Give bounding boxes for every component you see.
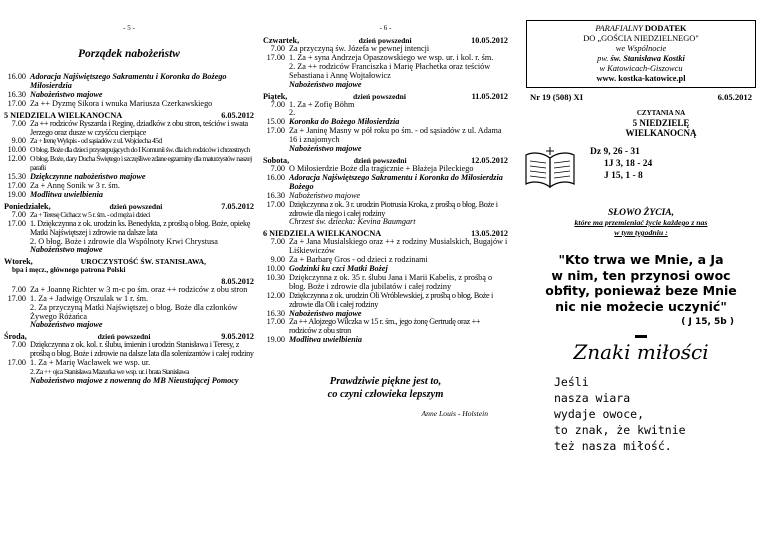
entry-text: Za ++ rodziców Ryszarda i Reginę, dziadków z obu stron, teściów i swata Jerzego oraz dusze w czyśćcu cierpiące xyxy=(30,118,248,137)
schedule-list xyxy=(4,73,254,386)
issue-number: Nr 19 (508) XI xyxy=(530,92,584,102)
entry-text: O Miłosierdzie Boże dla tragicznie + Błażeja Pileckiego xyxy=(289,163,474,173)
entry-text: Adoracja Najświętszego Sakramentu i Koronka do Miłosierdzia Bożego xyxy=(289,172,503,191)
entry-time: 17.00 xyxy=(266,52,285,62)
entry-time: 17.00 xyxy=(7,293,26,303)
entry-time xyxy=(263,63,289,81)
day-date: 9.05.2012 xyxy=(221,332,254,342)
masthead-text: PARAFIALNY xyxy=(595,24,645,33)
day-type: dzień powszedni xyxy=(358,36,412,45)
cover-column xyxy=(518,0,764,454)
page-6-column xyxy=(263,0,508,418)
day-type: dzień powszedni xyxy=(109,201,163,211)
masthead-line xyxy=(529,54,753,64)
word-of-life-title: SŁOWO ŻYCIA, xyxy=(608,208,674,218)
issue-info xyxy=(530,92,752,102)
schedule-entry xyxy=(4,155,254,173)
word-of-life-subtitle: w tym tygodniu : xyxy=(614,228,668,237)
section-title: Porządek nabożeństw xyxy=(78,48,180,60)
entry-text: 2. O błog. Boże i zdrowie dla Wspólnoty Krwi Chrystusa xyxy=(30,236,218,246)
gospel-quote xyxy=(518,252,764,314)
entry-time: 17.00 xyxy=(7,218,26,228)
issue-date: 6.05.2012 xyxy=(717,92,752,102)
entry-text: Za + Barbarę Gros - od dzieci z rodzinami xyxy=(289,255,428,265)
day-subtitle: bpa i męcz., głównego patrona Polski xyxy=(12,266,126,275)
schedule-entry xyxy=(263,201,508,219)
day-name: Poniedziałek, xyxy=(4,201,51,211)
entry-time: 9.00 xyxy=(270,255,285,265)
entry-text: Dziękczynna z ok. 3 r. urodzin Piotrusia Kroka, z prośbą o błog. Boże i zdrowie dla niego i całej rodziny xyxy=(289,199,498,218)
entry-time xyxy=(4,321,30,330)
entry-text: Nabożeństwo majowe xyxy=(289,144,362,154)
day-type: dzień powszedni xyxy=(352,91,406,101)
poem-line: wydaje owoce, xyxy=(554,407,645,421)
bible-reference: 1J 3, 18 - 24 xyxy=(604,159,653,169)
divider xyxy=(635,335,647,338)
entry-text: Za + Irenę Wykpis - od sąsiadów z ul. Wojciecha 45d xyxy=(30,136,162,146)
schedule-entry xyxy=(263,174,508,192)
day-header xyxy=(4,257,254,266)
entry-time: 7.00 xyxy=(270,99,285,109)
poem xyxy=(518,374,764,454)
entry-text: 1. Dziękczynna z ok. urodzin ks. Benedykta, z prośbą o błog. Boże, opiekę Matki Najświętszej i zdrowie na dalsze lata xyxy=(30,218,251,237)
entry-text: 2. Za przyczyną Matki Najświętszej o błog. Boże dla członków Żywego Różańca xyxy=(30,302,238,321)
entry-text: Dziękczynna z ok. kol. r. ślubu, imienin i urodzin Stanisława i Teresy, z prośbą o błog. Boże i zdrowie na dalsze lata dla solenizantów i całej rodziny xyxy=(30,340,254,359)
entry-text: Godzinki ku czci Matki Bożej xyxy=(289,264,388,274)
day-date: 13.05.2012 xyxy=(471,229,508,239)
entry-time xyxy=(4,368,30,377)
entry-time: 10.00 xyxy=(266,264,285,274)
schedule-entry xyxy=(263,292,508,310)
readings-row xyxy=(518,146,764,190)
entry-time: 17.00 xyxy=(7,98,26,108)
entry-text: Nabożeństwo majowe xyxy=(289,190,361,200)
entry-text: O błog. Boże dla dzieci przystępujących do I Komunii św. dla ich rodziców i chrzestnych xyxy=(30,145,250,155)
day-name: Czwartek, xyxy=(263,36,300,45)
day-date: 12.05.2012 xyxy=(471,155,508,165)
day-name: 5 NIEDZIELA WIELKANOCNA xyxy=(4,110,123,120)
sunday-name: 5 NIEDZIELĘ xyxy=(632,118,690,128)
schedule-entry xyxy=(263,318,508,336)
entry-text: Adoracja Najświętszego Sakramentu i Koronka do Bożego Miłosierdzia xyxy=(30,72,227,90)
entry-text: 1. Za + Jadwigę Orszulak w 1 r. śm. xyxy=(30,293,149,303)
entry-time: 7.00 xyxy=(11,340,26,350)
poem-line: Jeśli xyxy=(554,375,589,389)
day-date: 7.05.2012 xyxy=(221,201,254,211)
day-name: Wtorek, xyxy=(4,257,33,267)
quote-reference: ( J 15, 5b ) xyxy=(681,317,734,327)
entry-time: 12.00 xyxy=(266,290,285,300)
entry-time xyxy=(263,145,289,154)
schedule-entry xyxy=(4,341,254,359)
schedule-entry xyxy=(4,100,254,109)
bible-references xyxy=(576,146,652,182)
masthead-text: DODATEK xyxy=(644,24,687,33)
quote-author: Anne Louis - Holstein xyxy=(421,409,488,419)
entry-text: Koronka do Bożego Miłosierdzia xyxy=(289,117,400,127)
entry-text: Nabożeństwo majowe xyxy=(30,245,103,255)
entry-text: Dziękczynne nabożeństwo majowe xyxy=(30,172,146,182)
entry-text: Za + Annę Sonik w 3 r. śm. xyxy=(30,180,120,190)
entry-text: Dziękczynna z ok. 35 r. ślubu Jana i Marii Kabelis, z prośbą o błog. Boże i zdrowie dla jubilatów i całej rodziny xyxy=(289,272,493,291)
entry-time: 17.00 xyxy=(7,180,26,190)
schedule-entry xyxy=(4,120,254,138)
entry-time: 17.00 xyxy=(266,126,285,136)
entry-time: 19.00 xyxy=(7,189,26,199)
schedule-entry xyxy=(4,377,254,386)
entry-time: 17.00 xyxy=(7,358,26,368)
entry-text: 2. Za ++ rodziców Franciszka i Marię Płachetka oraz teściów Sebastiana i Annę Wojtałowicz xyxy=(289,61,491,80)
schedule-entry xyxy=(263,336,508,345)
schedule-entry xyxy=(263,101,508,110)
day-type: dzień powszedni xyxy=(353,155,407,165)
entry-text: Modlitwa uwielbienia xyxy=(289,335,363,345)
quote-line: Prawdziwie piękne jest to, xyxy=(329,376,442,388)
day-name: Sobota, xyxy=(263,155,290,165)
entry-time: 7.00 xyxy=(11,118,26,128)
day-date: 10.05.2012 xyxy=(471,36,508,45)
open-bible-icon xyxy=(524,146,576,190)
entry-text: 2. xyxy=(289,108,296,118)
bible-reference: Dz 9, 26 - 31 xyxy=(590,147,640,157)
entry-text: 1. Za + Zofię Böhm xyxy=(289,99,355,109)
entry-time: 16.30 xyxy=(266,308,285,318)
schedule-entry xyxy=(263,218,508,227)
readings-header xyxy=(518,108,764,138)
entry-time xyxy=(263,81,289,90)
masthead-line: we Wspólnocie xyxy=(615,44,667,53)
entry-time: 19.00 xyxy=(266,335,285,345)
schedule-entry xyxy=(263,274,508,292)
masthead-text: św. Stanisława Kostki xyxy=(610,54,685,63)
readings-label: CZYTANIA NA xyxy=(636,109,686,117)
website: www. kostka-katowice.pl xyxy=(596,74,686,83)
entry-time: 16.30 xyxy=(266,190,285,200)
entry-time xyxy=(263,218,289,227)
schedule-entry xyxy=(263,238,508,256)
entry-time: 10.30 xyxy=(266,272,285,282)
entry-time: 16.30 xyxy=(7,89,26,99)
day-date: 11.05.2012 xyxy=(471,91,508,101)
quote-line: nic nie możecie uczynić" xyxy=(555,298,727,314)
masthead-box xyxy=(526,20,756,88)
quote-line: w nim, ten przynosi owoc xyxy=(551,267,731,283)
day-date: 6.05.2012 xyxy=(221,110,254,120)
entry-time: 9.00 xyxy=(11,136,26,146)
schedule-entry xyxy=(4,73,254,91)
day-name: Środa, xyxy=(4,332,27,342)
schedule-entry xyxy=(4,246,254,255)
entry-time xyxy=(4,246,30,255)
entry-text: 1. Za + Marię Wacławek we wsp. ur. xyxy=(30,358,151,368)
poem-title: Znaki miłości xyxy=(573,340,709,364)
poem-line: też nasza miłość. xyxy=(554,439,672,453)
page-number: - 5 - xyxy=(123,24,135,32)
entry-time: 15.30 xyxy=(7,172,26,182)
page-number: - 6 - xyxy=(379,24,392,32)
quote-line: "Kto trwa we Mnie, a Ja xyxy=(558,252,724,267)
sunday-name: WIELKANOCNĄ xyxy=(625,128,697,138)
entry-time xyxy=(4,304,30,322)
entry-text: Za + Janinę Masny w pół roku po śm. - od sąsiadów z ul. Adama 16 i znajomych xyxy=(289,126,502,145)
quote xyxy=(263,375,508,401)
poem-line: to znak, że kwitnie xyxy=(554,423,686,437)
schedule-entry xyxy=(4,191,254,200)
entry-text: 1. Za + syna Andrzeja Opaszowskiego we wsp. ur. i kol. r. śm. xyxy=(289,52,494,62)
quote-line: co czyni człowieka lepszym xyxy=(327,389,444,401)
day-type: dzień powszedni xyxy=(97,332,151,342)
masthead-line: DO „GOŚCIA NIEDZIELNEGO" xyxy=(583,34,699,43)
entry-time: 7.00 xyxy=(270,44,285,53)
entry-time xyxy=(4,238,30,247)
entry-time: 17.00 xyxy=(266,199,285,209)
schedule-entry xyxy=(263,127,508,145)
entry-time: 10.00 xyxy=(7,145,26,155)
entry-text: Nabożeństwo majowe xyxy=(30,320,103,330)
day-name: Piątek, xyxy=(263,91,288,101)
schedule-entry xyxy=(4,321,254,330)
schedule-list xyxy=(263,36,508,345)
word-of-life-subtitle: które ma przemieniać życie każdego z nas xyxy=(574,218,708,227)
quote-line: obfity, ponieważ beze Mnie xyxy=(545,283,737,298)
masthead-line: w Katowicach-Giszowcu xyxy=(599,64,683,73)
entry-text: Za ++ Dyzmę Sikora i wnuka Mariusza Czerkawskiego xyxy=(30,98,213,108)
entry-text: Dziękczynna z ok. urodzin Oli Wróblewskiej, z prośbą o błog. Boże i zdrowie dla Oli i całej rodziny xyxy=(289,290,493,309)
entry-text: Nabożeństwo majowe xyxy=(289,308,362,318)
entry-time: 16.00 xyxy=(7,72,26,81)
entry-time: 12.00 xyxy=(7,154,26,164)
entry-time: 7.00 xyxy=(11,284,26,294)
day-type: UROCZYSTOŚĆ ŚW. STANISŁAWA, xyxy=(80,257,206,267)
schedule-entry xyxy=(4,220,254,238)
entry-text: Za + Joannę Richter w 3 m-c po śm. oraz ++ rodziców z obu stron xyxy=(30,284,248,294)
entry-text: Nabożeństwo majowe xyxy=(30,89,103,99)
entry-text: Modlitwa uwielbienia xyxy=(30,189,104,199)
entry-time: 7.00 xyxy=(11,209,26,219)
entry-time: 7.00 xyxy=(270,237,285,247)
schedule-entry xyxy=(4,304,254,322)
schedule-entry xyxy=(263,81,508,90)
day-date: 8.05.2012 xyxy=(221,276,254,286)
entry-time: 16.00 xyxy=(266,172,285,182)
entry-time xyxy=(4,377,30,386)
page-5-column xyxy=(4,0,254,386)
entry-text: Nabożeństwo majowe z nowenną do MB Nieustającej Pomocy xyxy=(30,375,239,385)
schedule-entry xyxy=(263,145,508,154)
entry-time: 17.00 xyxy=(266,317,285,327)
schedule-entry xyxy=(263,63,508,81)
entry-text: Nabożeństwo majowe xyxy=(289,79,362,89)
masthead-line xyxy=(529,24,753,34)
entry-time: 7.00 xyxy=(270,163,285,173)
day-name: 6 NIEDZIELA WIELKANOCNA xyxy=(263,229,382,239)
entry-text: Za + Jana Musialskiego oraz ++ z rodziny Musialskich, Bugajów i Liśkiewiczów xyxy=(289,237,508,256)
entry-text: Chrzest św. dziecka: Kevina Baumgart xyxy=(289,217,416,227)
masthead-text: pw. xyxy=(597,54,611,63)
entry-time: 15.00 xyxy=(266,117,285,127)
entry-text: Za przyczyną św. Józefa w pewnej intencji xyxy=(289,44,430,53)
entry-text: Za + Teresę Cichacz w 5 r. śm. - od męża i dzieci xyxy=(30,209,151,219)
poem-line: nasza wiara xyxy=(554,391,631,405)
bible-reference: J 15, 1 - 8 xyxy=(604,171,643,181)
entry-text: O błog. Boże, dary Ducha Świętego i szczęśliwe zdane egzaminy dla maturzystów naszej parafii xyxy=(30,154,252,173)
entry-text: 2. Za ++ ojca Stanisława Mazurka we wsp. ur. i brata Stanisława xyxy=(30,367,189,377)
entry-text: Za ++ Alojzego Wilczka w 15 r. śm., jego żonę Gertrudę oraz ++ rodziców z obu stron xyxy=(289,317,481,336)
